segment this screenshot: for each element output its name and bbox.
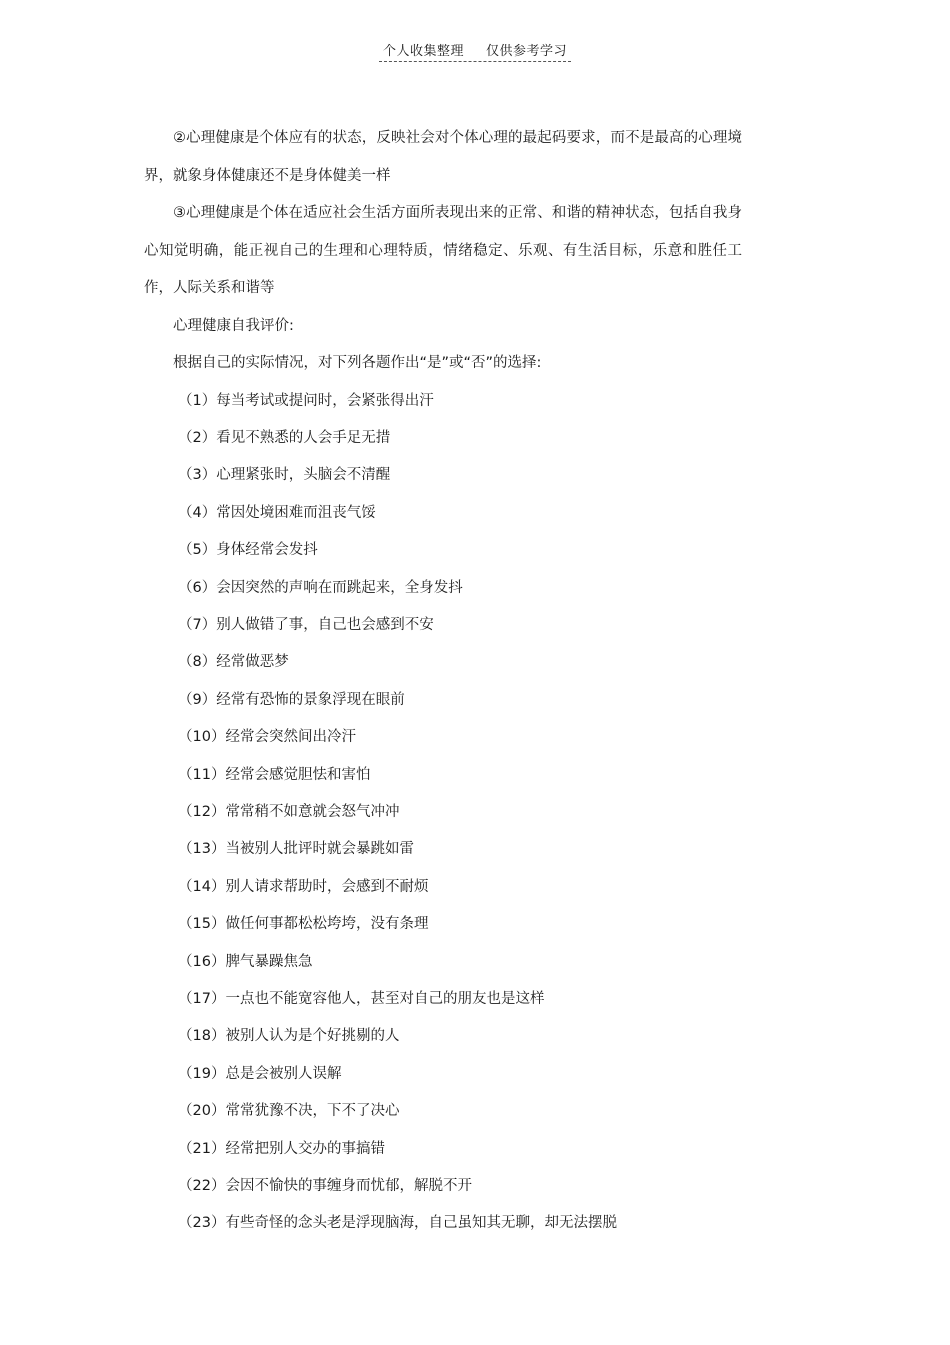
header-right-text: 仅供参考学习 xyxy=(486,44,568,59)
item-text: 别人做错了事，自己也会感到不安 xyxy=(216,616,434,633)
item-text: 每当考试或提问时，会紧张得出汗 xyxy=(216,392,434,409)
list-item xyxy=(144,1205,742,1242)
item-text: 心理紧张时，头脑会不清醒 xyxy=(216,467,391,484)
list-item xyxy=(144,944,742,981)
item-number: （2） xyxy=(178,429,217,446)
item-text: 会因不愉快的事缠身而忧郁，解脱不开 xyxy=(225,1178,472,1195)
paragraph-2: ②心理健康是个体应有的状态，反映社会对个体心理的最起码要求，而不是最高的心理境界，就象身体健康还不是身体健美一样 xyxy=(144,130,742,184)
item-text: 常常稍不如意就会怒气冲冲 xyxy=(225,803,400,820)
list-item xyxy=(144,906,742,943)
list-item xyxy=(144,1093,742,1130)
list-item xyxy=(144,869,742,906)
item-number: （21） xyxy=(178,1140,226,1157)
item-number: （22） xyxy=(178,1178,226,1195)
item-text: 当被别人批评时就会暴跳如雷 xyxy=(225,841,414,858)
list-item xyxy=(144,495,742,532)
item-text: 经常把别人交办的事搞错 xyxy=(225,1140,385,1157)
list-item xyxy=(144,757,742,794)
item-number: （4） xyxy=(178,504,217,521)
list-item xyxy=(144,383,742,420)
page-header xyxy=(0,40,950,62)
list-item xyxy=(144,794,742,831)
item-number: （3） xyxy=(178,467,217,484)
list-item xyxy=(144,682,742,719)
item-text: 有些奇怪的念头老是浮现脑海，自己虽知其无聊，却无法摆脱 xyxy=(225,1215,617,1232)
item-number: （11） xyxy=(178,766,226,783)
list-item xyxy=(144,420,742,457)
item-text: 经常会感觉胆怯和害怕 xyxy=(225,766,371,783)
list-item xyxy=(144,981,742,1018)
item-text: 会因突然的声响在而跳起来，全身发抖 xyxy=(216,579,463,596)
item-number: （13） xyxy=(178,841,226,858)
item-text: 做任何事都松松垮垮，没有条理 xyxy=(225,916,429,933)
list-item xyxy=(144,719,742,756)
item-text: 身体经常会发抖 xyxy=(216,542,318,559)
header-left-text: 个人收集整理 xyxy=(382,44,464,59)
paragraph-3: ③心理健康是个体在适应社会生活方面所表现出来的正常、和谐的精神状态，包括自我身心知觉明确，能正视自己的生理和心理特质，情绪稳定、乐观、有生活目标，乐意和胜任工作，人际关系和谐等 xyxy=(144,205,742,296)
item-number: （10） xyxy=(178,729,226,746)
item-number: （6） xyxy=(178,579,217,596)
document-body xyxy=(144,120,742,1243)
item-number: （1） xyxy=(178,392,217,409)
list-item xyxy=(144,1168,742,1205)
list-item xyxy=(144,1056,742,1093)
item-text: 经常做恶梦 xyxy=(216,654,289,671)
header-underline xyxy=(379,40,571,62)
item-text: 常因处境困难而沮丧气馁 xyxy=(216,504,376,521)
item-number: （19） xyxy=(178,1065,226,1082)
instruction-text: 根据自己的实际情况，对下列各题作出“是”或“否”的选择: xyxy=(173,355,542,371)
item-text: 一点也不能宽容他人，甚至对自己的朋友也是这样 xyxy=(225,991,545,1007)
item-number: （17） xyxy=(178,991,226,1007)
item-text: 脾气暴躁焦急 xyxy=(225,953,313,970)
item-text: 别人请求帮助时，会感到不耐烦 xyxy=(225,878,429,895)
item-number: （23） xyxy=(178,1215,226,1232)
item-number: （18） xyxy=(178,1028,226,1045)
item-number: （9） xyxy=(178,691,217,708)
item-number: （5） xyxy=(178,542,217,559)
item-number: （16） xyxy=(178,953,226,970)
item-number: （7） xyxy=(178,616,217,633)
item-text: 总是会被别人误解 xyxy=(225,1065,342,1082)
item-text: 看见不熟悉的人会手足无措 xyxy=(216,429,391,446)
item-text: 常常犹豫不决，下不了决心 xyxy=(225,1103,400,1120)
item-number: （8） xyxy=(178,654,217,671)
section-title: 心理健康自我评价: xyxy=(173,317,294,334)
list-item xyxy=(144,1018,742,1055)
list-item xyxy=(144,644,742,681)
item-number: （14） xyxy=(178,878,226,895)
item-number: （12） xyxy=(178,803,226,820)
list-item xyxy=(144,1131,742,1168)
item-text: 经常会突然间出冷汗 xyxy=(225,729,356,746)
item-number: （15） xyxy=(178,916,226,933)
list-item xyxy=(144,532,742,569)
question-list xyxy=(144,383,742,1243)
list-item xyxy=(144,570,742,607)
item-number: （20） xyxy=(178,1103,226,1120)
list-item xyxy=(144,607,742,644)
list-item xyxy=(144,457,742,494)
item-text: 经常有恐怖的景象浮现在眼前 xyxy=(216,691,405,708)
item-text: 被别人认为是个好挑剔的人 xyxy=(225,1028,400,1045)
list-item xyxy=(144,831,742,868)
